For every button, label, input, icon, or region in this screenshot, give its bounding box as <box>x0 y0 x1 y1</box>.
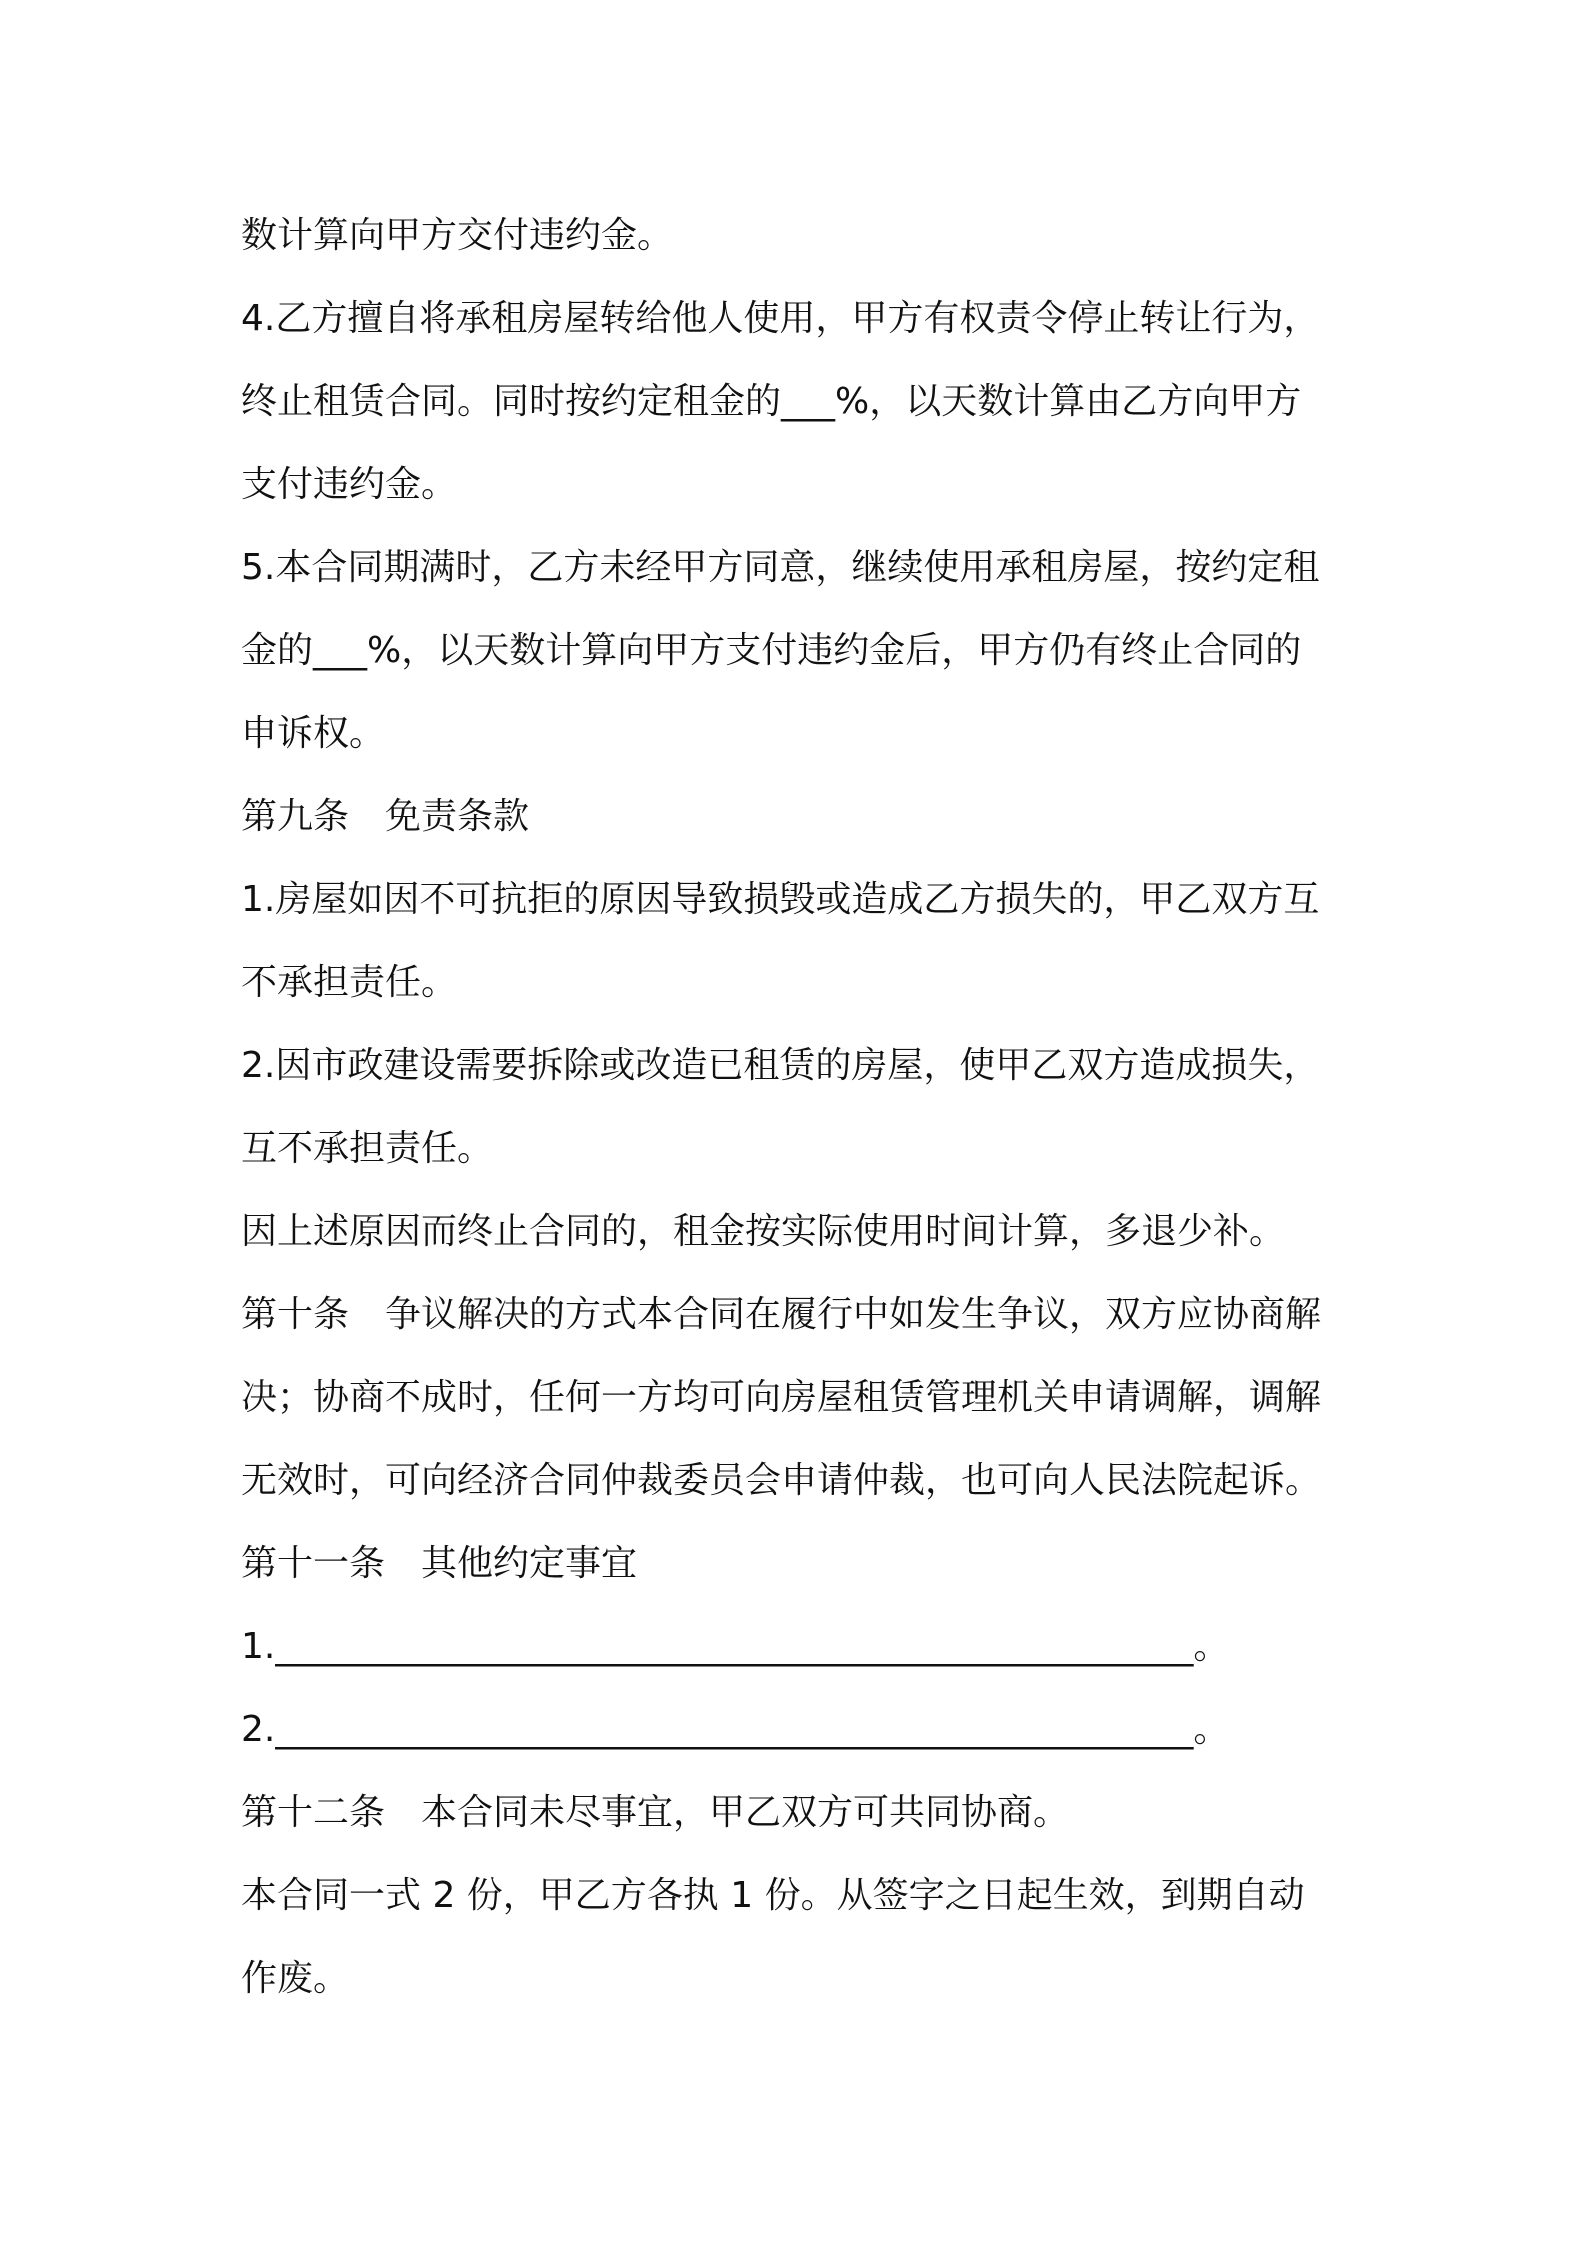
text-line: 互不承担责任。 <box>241 1128 494 1169</box>
blank-item-line: 1.___________________________________________________。 <box>241 1626 1230 1667</box>
text-line: 数计算向甲方交付违约金。 <box>241 215 674 256</box>
text-line: 申诉权。 <box>241 713 386 754</box>
text-line: 支付违约金。 <box>241 464 458 505</box>
text-line: 本合同一式 2 份，甲乙方各执 1 份。从签字之日起生效，到期自动 <box>241 1875 1305 1916</box>
article-heading: 第九条 免责条款 <box>241 796 530 837</box>
article-heading: 第十二条 本合同未尽事宜，甲乙双方可共同协商。 <box>241 1792 1070 1833</box>
text-line: 因上述原因而终止合同的，租金按实际使用时间计算，多退少补。 <box>241 1211 1286 1252</box>
text-line: 4.乙方擅自将承租房屋转给他人使用，甲方有权责令停止转让行为， <box>241 298 1320 339</box>
blank-item-line: 2.___________________________________________________。 <box>241 1709 1230 1750</box>
text-line: 作废。 <box>241 1958 350 1999</box>
article-heading: 第十一条 其他约定事宜 <box>241 1543 638 1584</box>
text-line: 决；协商不成时，任何一方均可向房屋租赁管理机关申请调解，调解 <box>241 1377 1322 1418</box>
article-heading: 第十条 争议解决的方式本合同在履行中如发生争议，双方应协商解 <box>241 1294 1322 1335</box>
text-line: 终止租赁合同。同时按约定租金的___%，以天数计算由乙方向甲方 <box>241 381 1302 422</box>
text-line: 无效时，可向经济合同仲裁委员会申请仲裁，也可向人民法院起诉。 <box>241 1460 1322 1501</box>
text-line: 5.本合同期满时，乙方未经甲方同意，继续使用承租房屋，按约定租 <box>241 547 1320 588</box>
text-line: 金的___%，以天数计算向甲方支付违约金后，甲方仍有终止合同的 <box>241 630 1302 671</box>
text-line: 不承担责任。 <box>241 962 458 1003</box>
text-line: 2.因市政建设需要拆除或改造已租赁的房屋，使甲乙双方造成损失， <box>241 1045 1320 1086</box>
text-line: 1.房屋如因不可抗拒的原因导致损毁或造成乙方损失的，甲乙双方互 <box>241 879 1320 920</box>
contract-text <box>241 194 1361 2020</box>
